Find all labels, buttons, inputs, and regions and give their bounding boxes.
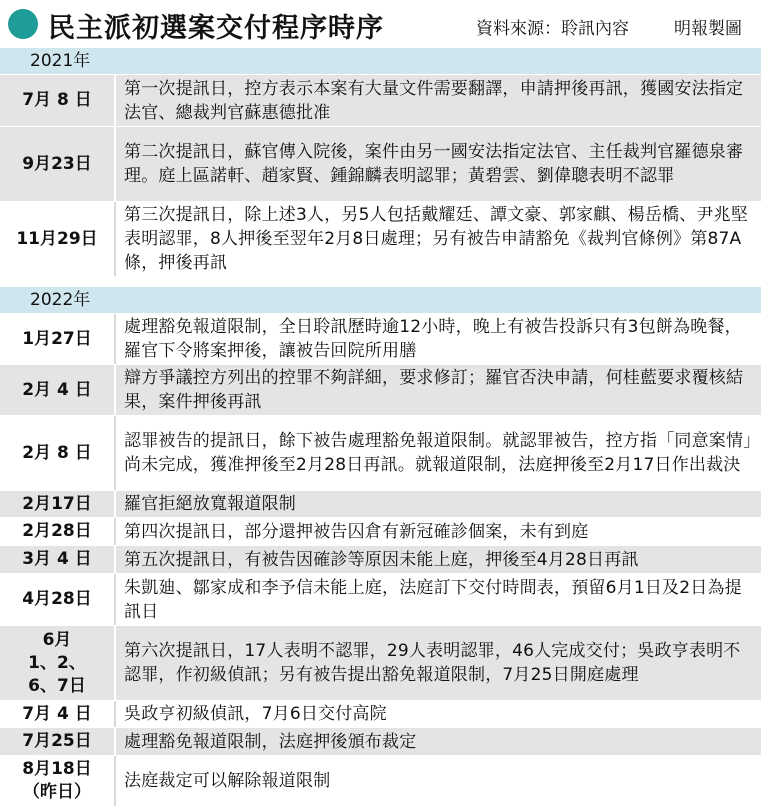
source-note: 資料來源：聆訊內容 — [476, 19, 629, 39]
entry-date — [0, 75, 116, 126]
entry-date-text: 7月25日 — [22, 731, 92, 751]
entry-date — [0, 756, 116, 806]
entry-date-text: 9月23日 — [22, 153, 92, 174]
credit-note: 明報製圖 — [674, 19, 742, 39]
year-heading: 2022年 — [0, 287, 761, 314]
year-heading: 2021年 — [0, 48, 761, 75]
entry-date — [0, 574, 116, 625]
timeline-row — [0, 416, 761, 491]
entry-date-text: 8月18日 （昨日） — [22, 759, 92, 802]
entry-date — [0, 127, 116, 201]
entry-date-text: 6月 1、2、 6、7日 — [28, 629, 86, 696]
entry-date — [0, 416, 116, 490]
entry-date — [0, 202, 116, 276]
entry-date-text: 2月 4 日 — [22, 379, 92, 400]
timeline-row — [0, 365, 761, 416]
timeline-row — [0, 728, 761, 756]
entry-date — [0, 365, 116, 415]
entry-description: 羅官拒絕放寬報道限制 — [124, 494, 296, 514]
timeline-row — [0, 626, 761, 701]
timeline-row — [0, 518, 761, 546]
entry-date-text: 1月27日 — [22, 328, 92, 349]
entry-date — [0, 491, 116, 517]
entry-date-text: 4月28日 — [22, 589, 92, 609]
entry-description: 第三次提訊日，除上述3人，另5人包括戴耀廷、譚文豪、郭家麒、楊岳橋、尹兆堅表明認罪，8人押後至翌年2月8日處理；另有被告申請豁免《裁判官條例》第87A條，押後再訊 — [124, 205, 749, 273]
entry-description: 吳政亨初級偵訊，7月6日交付高院 — [124, 704, 387, 724]
entry-date-text: 2月17日 — [22, 493, 92, 514]
entry-description: 朱凱廸、鄒家成和李予信未能上庭，法庭訂下交付時間表，預留6月1日及2日為提訊日 — [124, 577, 742, 622]
entry-date — [0, 701, 116, 727]
entry-description: 第六次提訊日，17人表明不認罪，29人表明認罪，46人完成交付；吳政亨表明不認罪，作初級偵訊；另有被告提出豁免報道限制，7月25日開庭處理 — [124, 641, 741, 685]
timeline-row — [0, 127, 761, 202]
entry-date — [0, 518, 116, 545]
timeline-row — [0, 202, 761, 277]
timeline-row — [0, 75, 761, 127]
entry-date-text: 2月 8 日 — [22, 442, 92, 463]
entry-description: 處理豁免報道限制，法庭押後頒布裁定 — [124, 731, 417, 752]
timeline-row — [0, 546, 761, 574]
entry-date-text: 11月29日 — [16, 228, 98, 249]
timeline-row — [0, 491, 761, 518]
page-header — [0, 0, 761, 48]
entry-description: 認罪被告的提訊日，餘下被告處理豁免報道限制。就認罪被告，控方指「同意案情」尚未完成，獲准押後至2月28日再訊。就報道限制，法庭押後至2月17日作出裁決 — [124, 431, 752, 475]
entry-date-text: 7月 8 日 — [22, 90, 92, 110]
entry-date — [0, 314, 116, 364]
year-gap — [0, 277, 761, 287]
timeline — [0, 48, 761, 807]
entry-date-text: 3月 4 日 — [22, 549, 92, 569]
timeline-row — [0, 756, 761, 807]
entry-description: 第一次提訊日，控方表示本案有大量文件需要翻譯，申請押後再訊，獲國安法指定法官、總裁判官蘇惠德批准 — [124, 78, 744, 123]
entry-date-text: 2月28日 — [22, 521, 92, 541]
entry-description: 第四次提訊日，部分還押被告囚倉有新冠確診個案，未有到庭 — [124, 521, 589, 542]
timeline-row — [0, 701, 761, 728]
entry-date — [0, 546, 116, 573]
entry-description: 辯方爭議控方列出的控罪不夠詳細，要求修訂；羅官否決申請，何桂藍要求覆核結果，案件押後再訊 — [124, 368, 744, 412]
page-title: 民主派初選案交付程序時序 — [48, 13, 384, 44]
entry-date — [0, 626, 116, 700]
title-bullet-icon — [8, 9, 38, 39]
entry-description: 第五次提訊日，有被告因確診等原因未能上庭，押後至4月28日再訊 — [124, 549, 639, 570]
entry-date-text: 7月 4 日 — [22, 703, 92, 724]
entry-description: 處理豁免報道限制，全日聆訊歷時逾12小時，晚上有被告投訴只有3包餅為晚餐，羅官下令將案押後，讓被告回院所用膳 — [124, 317, 742, 361]
entry-description: 法庭裁定可以解除報道限制 — [124, 771, 331, 791]
entry-date — [0, 728, 116, 755]
timeline-row — [0, 574, 761, 626]
timeline-row — [0, 314, 761, 365]
entry-description: 第二次提訊日，蘇官傳入院後，案件由另一國安法指定法官、主任裁判官羅德泉審理。庭上區諾軒、趙家賢、鍾錦麟表明認罪；黃碧雲、劉偉聰表明不認罪 — [124, 142, 744, 186]
